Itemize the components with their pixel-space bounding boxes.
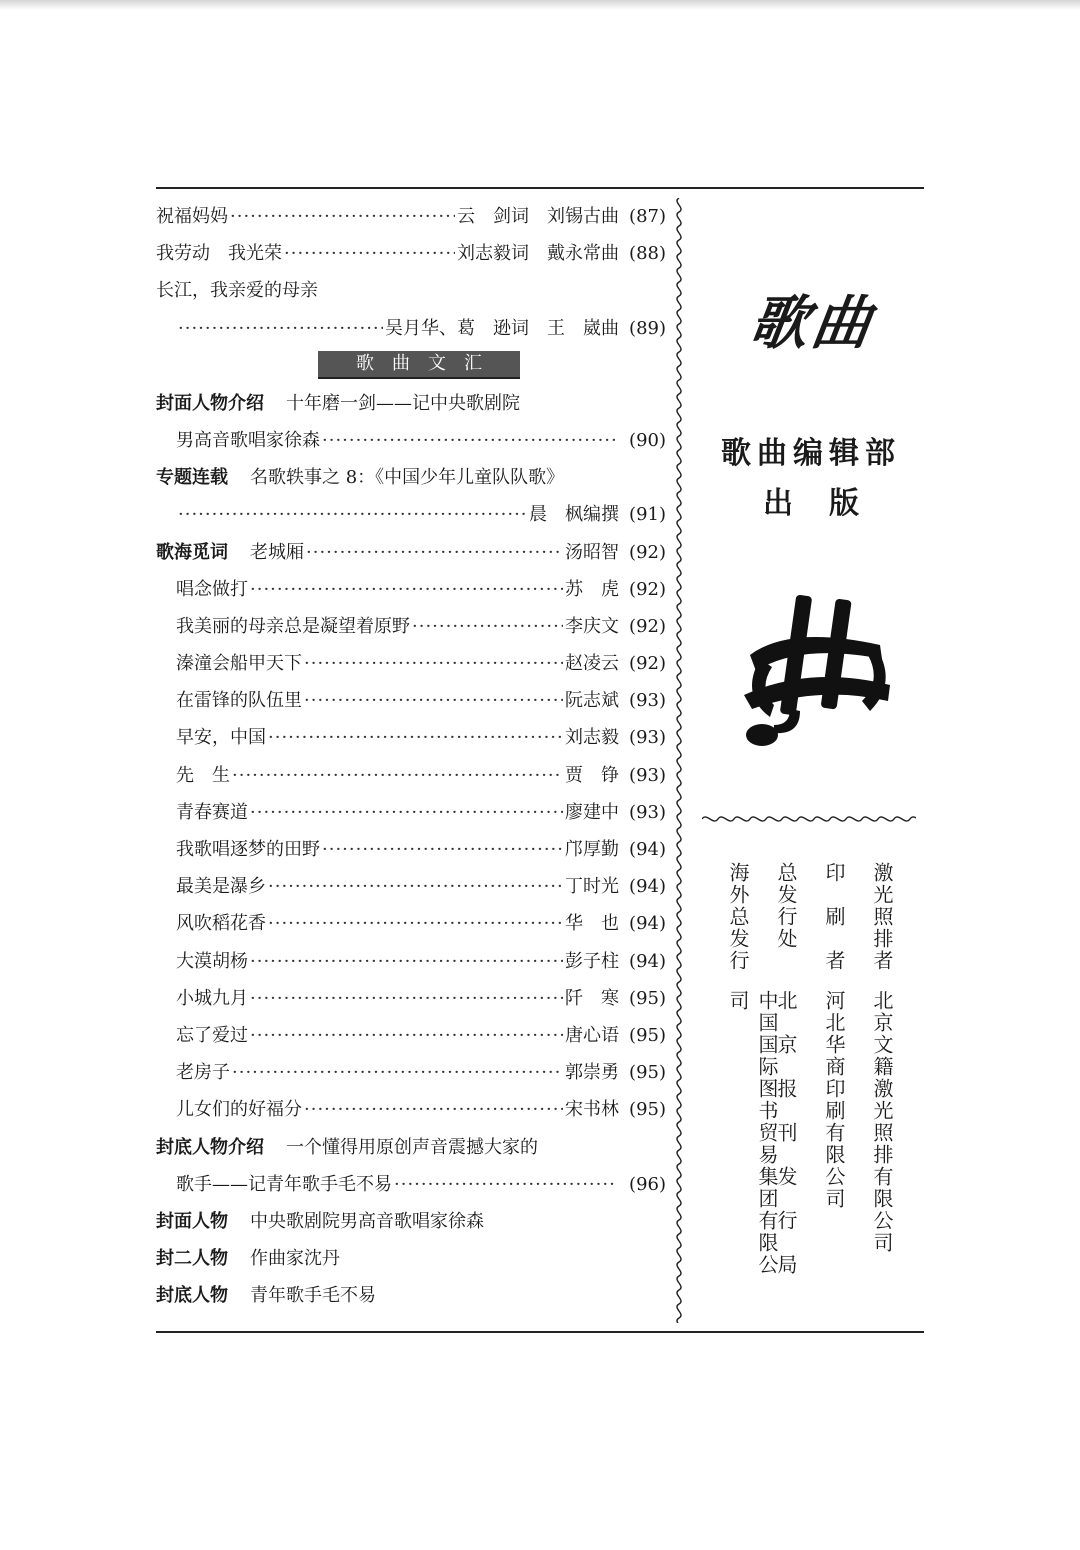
- colophon-value-2: 河北华商印刷有限公司: [822, 990, 846, 1210]
- toc-entry-title: 青春赛道: [176, 801, 248, 823]
- toc-page-number: (96): [629, 1173, 666, 1195]
- top-rule: [156, 187, 924, 189]
- toc-entry: [156, 272, 666, 309]
- table-of-contents: [156, 198, 666, 1314]
- toc-entry: [156, 1091, 666, 1128]
- toc-page-number: (94): [629, 950, 666, 972]
- toc-entry-title: 我劳动 我光荣: [156, 243, 282, 265]
- toc-page-number: (89): [629, 317, 666, 339]
- toc-entry-title: 小城九月: [176, 987, 248, 1009]
- toc-entry: [156, 682, 666, 719]
- toc-entry-title: 儿女们的好福分: [176, 1099, 302, 1121]
- toc-entry: [156, 1203, 666, 1240]
- toc-page-number: (94): [629, 839, 666, 860]
- masthead-title: 歌曲: [745, 289, 880, 357]
- toc-entry: [156, 943, 666, 980]
- dot-leader: [178, 310, 383, 347]
- toc-entry-title: 青年歌手毛不易: [250, 1285, 376, 1307]
- toc-page-number: (94): [629, 913, 666, 935]
- toc-entry-title: 忘了爱过: [176, 1024, 248, 1046]
- toc-entry: [156, 1240, 666, 1277]
- toc-entry-credit: 丁时光: [565, 876, 620, 898]
- publisher-name: 歌曲编辑部: [721, 436, 901, 471]
- toc-entry-title: 风吹稻花香: [176, 913, 266, 935]
- toc-section-label: 封二人物: [156, 1248, 228, 1270]
- toc-page-number: (92): [629, 615, 666, 637]
- toc-page-number: (87): [629, 206, 666, 227]
- toc-entry: [156, 831, 666, 868]
- toc-entry: [156, 198, 666, 235]
- toc-page-number: (95): [629, 1099, 666, 1121]
- dot-leader: [178, 496, 527, 533]
- toc-entry: [156, 905, 666, 942]
- toc-page-number: (93): [629, 690, 666, 712]
- toc-page-number: (93): [629, 727, 666, 749]
- dot-leader: [250, 980, 563, 1017]
- toc-entry-title: 一个懂得用原创声音震撼大家的: [286, 1136, 538, 1158]
- toc-entry-title: 早安，中国: [176, 727, 266, 749]
- toc-page-number: (88): [629, 243, 666, 265]
- toc-entry-credit: 廖建中: [565, 801, 620, 823]
- toc-entry-credit: 郭崇勇: [565, 1062, 620, 1084]
- toc-section-label: 专题连载: [156, 467, 228, 489]
- toc-entry-credit: 赵凌云: [565, 653, 620, 675]
- toc-entry: [156, 1129, 666, 1166]
- toc-entry-title: 中央歌剧院男高音歌唱家徐森: [250, 1210, 484, 1232]
- dot-leader: [250, 1017, 563, 1054]
- toc-entry-credit: 邝厚勤: [565, 839, 620, 860]
- toc-entry: [156, 757, 666, 794]
- dot-leader: [304, 682, 563, 719]
- toc-entry-credit: 宋书林: [565, 1099, 620, 1121]
- toc-page-number: (95): [629, 987, 666, 1009]
- publish-word: 出版: [763, 486, 895, 521]
- toc-entry-title: 作曲家沈丹: [250, 1248, 340, 1270]
- toc-entry-credit: 贾 铮: [565, 764, 620, 786]
- dot-leader: [304, 1091, 563, 1128]
- toc-entry-credit: 云 剑词 刘锡古曲: [457, 206, 620, 227]
- toc-page-number: (93): [629, 801, 666, 823]
- toc-entry-credit: 汤昭智: [565, 541, 620, 563]
- toc-entry-title: 老房子: [176, 1062, 230, 1084]
- toc-entry: [156, 571, 666, 608]
- toc-entry: [156, 868, 666, 905]
- toc-entry-title: 我美丽的母亲总是凝望着原野: [176, 615, 410, 637]
- toc-entry-credit: 阮志斌: [565, 690, 620, 712]
- toc-entry-title: 歌手——记青年歌手毛不易: [176, 1173, 392, 1195]
- colophon-role-3: 总发行处: [774, 862, 798, 950]
- toc-entry: [156, 1054, 666, 1091]
- toc-entry-title: 先 生: [176, 764, 230, 786]
- toc-entry-credit: 刘志毅: [565, 727, 620, 749]
- toc-entry: [156, 385, 666, 422]
- toc-section-label: 封底人物: [156, 1285, 228, 1307]
- toc-entry-title: 唱念做打: [176, 578, 248, 600]
- section-banner: 歌曲文汇: [318, 351, 520, 379]
- dot-leader: [268, 719, 563, 756]
- toc-page-number: (90): [629, 429, 666, 451]
- toc-page-number: (92): [629, 578, 666, 600]
- toc-entry: [156, 645, 666, 682]
- toc-entry: [156, 1277, 666, 1314]
- toc-page-number: (94): [629, 876, 666, 898]
- masthead-panel: [690, 190, 924, 1330]
- toc-entry: [156, 422, 666, 459]
- colophon-value-1: 北京文籍激光照排有限公司: [870, 990, 894, 1254]
- dot-leader: [250, 571, 563, 608]
- toc-page-number: (92): [629, 653, 666, 675]
- toc-page-number: (91): [629, 504, 666, 526]
- dot-leader: [394, 1166, 617, 1203]
- dot-leader: [232, 1054, 563, 1091]
- toc-entry-credit: 吴月华、葛 逊词 王 崴曲: [385, 317, 620, 339]
- dot-leader: [304, 645, 563, 682]
- toc-entry: [156, 459, 666, 496]
- toc-entry-title: 名歌轶事之 8：《中国少年儿童队队歌》: [250, 467, 565, 489]
- toc-entry-credit: 晨 枫编撰: [529, 504, 620, 526]
- toc-entry-title: 在雷锋的队伍里: [176, 690, 302, 712]
- toc-entry-credit: 彭子柱: [565, 950, 620, 972]
- bottom-rule: [156, 1331, 924, 1333]
- toc-entry-credit: 唐心语: [565, 1024, 620, 1046]
- toc-entry-credit: 苏 虎: [565, 578, 620, 600]
- dot-leader: [230, 198, 455, 235]
- toc-entry: [156, 235, 666, 272]
- colophon-role-2: 印 刷 者: [822, 862, 846, 972]
- toc-page-number: (95): [629, 1062, 666, 1084]
- toc-entry-title: 最美是瀑乡: [176, 876, 266, 898]
- wavy-vertical-divider: [670, 198, 688, 1323]
- colophon-value-4: 中国国际图书贸易集团有限公司: [726, 990, 779, 1276]
- toc-page-number: (95): [629, 1024, 666, 1046]
- toc-entry: [156, 534, 666, 571]
- page-top-shadow: [0, 0, 1080, 10]
- toc-entry: [156, 1166, 666, 1203]
- toc-entry: [156, 1017, 666, 1054]
- wavy-horizontal-divider: [702, 812, 916, 826]
- dot-leader: [322, 831, 563, 868]
- dot-leader: [322, 422, 617, 459]
- toc-section-label: 歌海觅词: [156, 541, 228, 563]
- dot-leader: [268, 868, 563, 905]
- dot-leader: [284, 235, 455, 272]
- dot-leader: [412, 608, 563, 645]
- toc-section-label: 封底人物介绍: [156, 1136, 264, 1158]
- toc-page-number: (93): [629, 764, 666, 786]
- toc-entry-credit: 阡 寒: [565, 987, 620, 1009]
- toc-entry-title: 溱潼会船甲天下: [176, 653, 302, 675]
- toc-entry: [156, 980, 666, 1017]
- colophon-role-4: 海外总发行: [726, 862, 750, 972]
- toc-entry: [156, 794, 666, 831]
- toc-page-number: (92): [629, 541, 666, 563]
- toc-entry: [156, 719, 666, 756]
- dot-leader: [306, 534, 563, 571]
- colophon-value-3: 北 京 报 刊 发 行 局: [774, 990, 798, 1276]
- toc-entry-credit: 刘志毅词 戴永常曲: [457, 243, 620, 265]
- toc-section-label: 封面人物: [156, 1210, 228, 1232]
- dot-leader: [250, 794, 563, 831]
- dot-leader: [250, 943, 563, 980]
- toc-entry-title: 大漠胡杨: [176, 950, 248, 972]
- toc-entry: [156, 608, 666, 645]
- toc-entry-title: 祝福妈妈: [156, 206, 228, 227]
- toc-entry: [156, 496, 666, 533]
- toc-entry-credit: 华 也: [565, 913, 620, 935]
- toc-section-label: 封面人物介绍: [156, 392, 264, 414]
- toc-entry-title: 男高音歌唱家徐森: [176, 429, 320, 451]
- toc-entry-title: 长江，我亲爱的母亲: [156, 280, 318, 302]
- toc-entry-credit: 李庆文: [565, 615, 620, 637]
- colophon-role-1: 激光照排者: [870, 862, 894, 972]
- toc-entry-title: 十年磨一剑——记中央歌剧院: [286, 392, 520, 414]
- dot-leader: [268, 905, 563, 942]
- toc-entry: [156, 310, 666, 347]
- treble-clef-qu-logo-icon: [730, 585, 900, 755]
- dot-leader: [232, 757, 563, 794]
- toc-entry-title: 老城厢: [250, 541, 304, 563]
- toc-entry-title: 我歌唱逐梦的田野: [176, 839, 320, 860]
